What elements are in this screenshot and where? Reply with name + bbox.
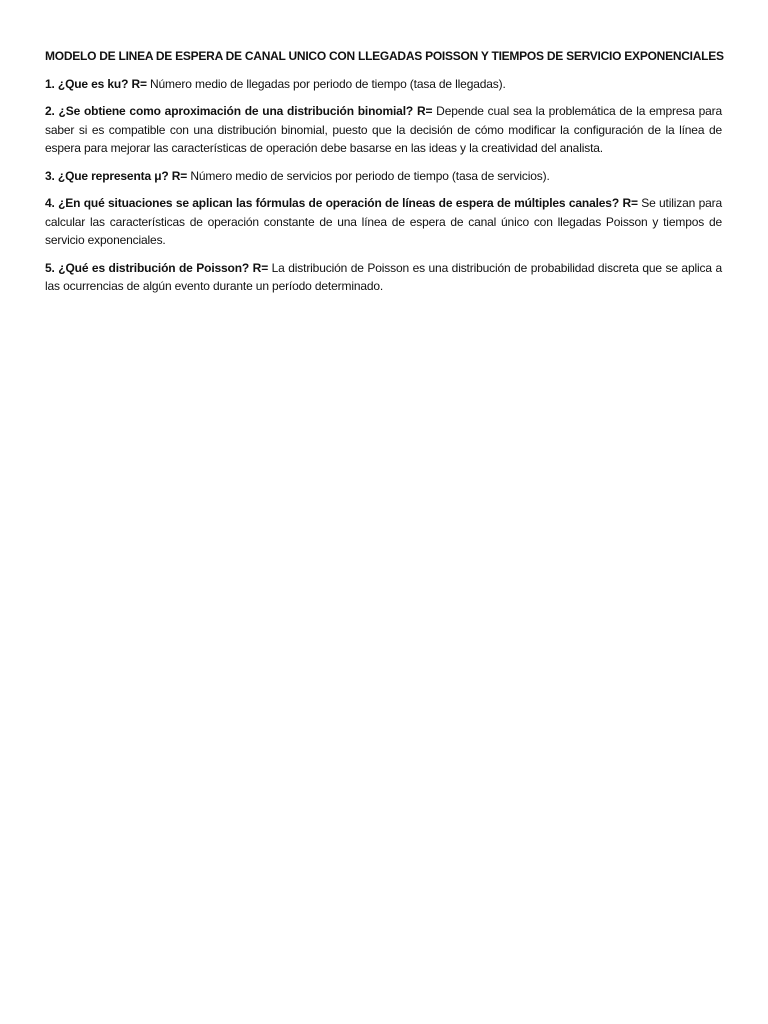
answer-4: Se utilizan para calcular las características de operación constante de una línea de espera de canal único con llegadas Poisson y tiempos de servicio exponenciales.	[45, 196, 723, 247]
question-3: 3. ¿Que representa μ?	[45, 168, 169, 183]
question-2: 2. ¿Se obtiene como aproximación de una distribución binomial?	[45, 104, 414, 118]
qa-item-1	[45, 75, 722, 94]
answer-prefix-5: R=	[252, 260, 269, 275]
document-title: MODELO DE LINEA DE ESPERA DE CANAL UNICO CON LLEGADAS POISSON Y TIEMPOS DE SERVICIO EXPONENCIALES	[45, 49, 724, 63]
answer-prefix-3: R=	[171, 168, 188, 183]
answer-prefix-2: R=	[416, 104, 433, 118]
qa-item-5	[45, 259, 722, 296]
answer-3: Número medio de servicios por periodo de tiempo (tasa de servicios).	[190, 168, 550, 183]
question-1: 1. ¿Que es ku?	[45, 76, 129, 91]
qa-item-2	[45, 102, 722, 158]
answer-prefix-4: R=	[622, 196, 638, 210]
answer-5: La distribución de Poisson es una distribución de probabilidad discreta que se aplica a las ocurrencias de algún evento durante un período determinado.	[45, 260, 722, 293]
question-4: 4. ¿En qué situaciones se aplican las fórmulas de operación de líneas de espera de múltiples canales?	[45, 196, 620, 210]
answer-2: Depende cual sea la problemática de la empresa para saber si es compatible con una distribución binomial, puesto que la decisión de cómo modificar la configuración de la línea de espera para mejorar las características de operación debe basarse en las ideas y la creatividad del analista.	[45, 104, 723, 155]
answer-prefix-1: R=	[131, 76, 147, 91]
answer-1: Número medio de llegadas por periodo de tiempo (tasa de llegadas).	[150, 76, 506, 91]
qa-item-4	[45, 194, 722, 250]
qa-item-3	[45, 167, 722, 186]
question-5: 5. ¿Qué es distribución de Poisson?	[45, 260, 250, 275]
document-body	[45, 47, 722, 305]
